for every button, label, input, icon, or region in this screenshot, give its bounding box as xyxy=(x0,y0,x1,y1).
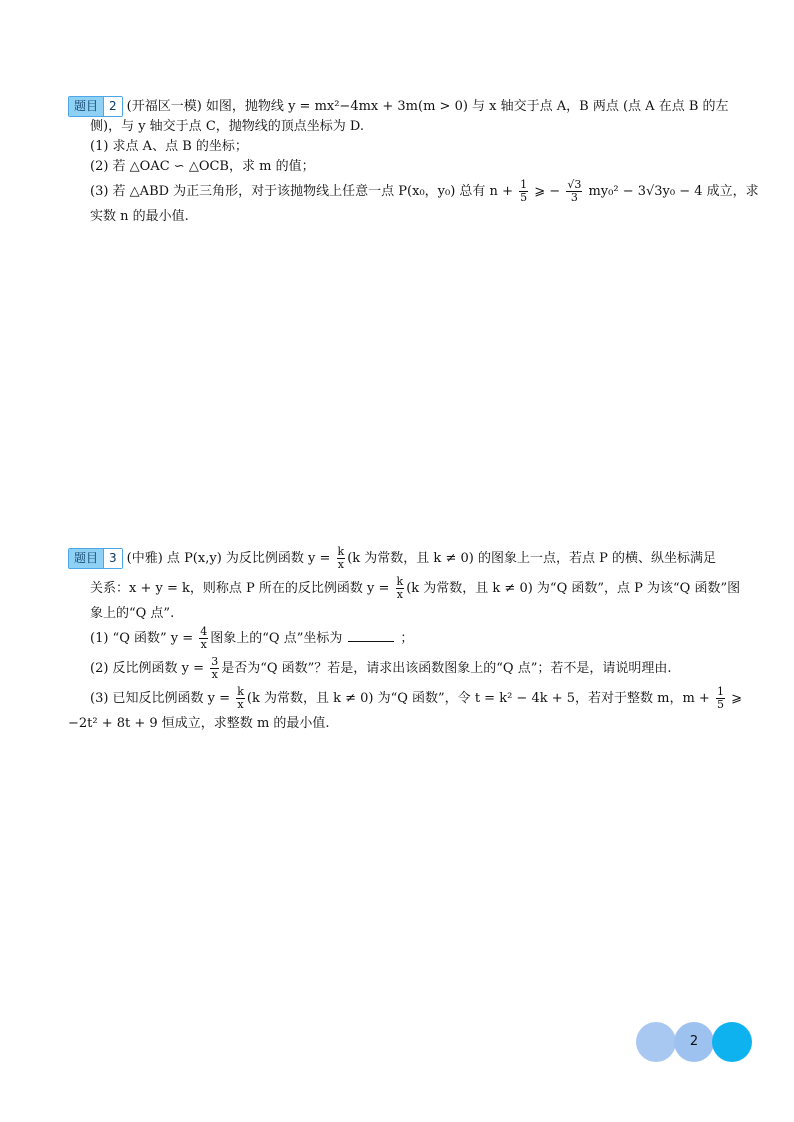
fraction-numerator: 1 xyxy=(716,685,724,698)
problem-3-q2 xyxy=(68,654,740,684)
problem-2-q3-line-2: 实数 n 的最小值. xyxy=(90,209,189,224)
problem-2-text: (开福区一模) 如图，抛物线 y = mx²−4mx + 3m(m > 0) 与 x 轴交于点 A，B 两点 (点 A 在点 B 的左 xyxy=(126,99,729,114)
line-text: ； xyxy=(400,631,414,646)
badge-circle-left xyxy=(636,1022,676,1062)
problem-2-q3 xyxy=(68,177,759,207)
line-text: (1) “Q 函数” y = xyxy=(90,631,194,646)
problem-3-q3 xyxy=(68,684,743,714)
fraction-numerator: 4 xyxy=(200,625,208,638)
fraction xyxy=(337,546,346,571)
fraction xyxy=(236,686,245,711)
fraction-denominator: x xyxy=(200,638,207,651)
problem-2 xyxy=(68,96,759,227)
problem-tag xyxy=(68,96,123,117)
page-number-badge xyxy=(636,1022,752,1062)
q3-text-start: (3) 若 △ABD 为正三角形，对于该抛物线上任意一点 P(x₀，y₀) 总有 n + xyxy=(90,184,513,199)
line-text: 关系：x + y = k，则称点 P 所在的反比例函数 y = xyxy=(90,581,390,596)
fraction-denominator: x xyxy=(337,558,344,571)
fraction-numerator: k xyxy=(237,685,244,698)
line-text: (k 为常数，且 k ≠ 0) 的图象上一点，若点 P 的横、纵坐标满足 xyxy=(347,551,716,566)
problem-3-q1 xyxy=(68,624,740,654)
page-number: 2 xyxy=(674,1022,714,1062)
line-text: (k 为常数，且 k ≠ 0) 为“Q 函数”，令 t = k² − 4k + 5，若对于整数 m，m + xyxy=(246,691,710,706)
problem-3-line-3: 象上的“Q 点”. xyxy=(90,606,175,621)
line-text: (3) 已知反比例函数 y = xyxy=(90,691,231,706)
fraction-numerator: √3 xyxy=(567,178,582,191)
badge-circle-right xyxy=(712,1022,752,1062)
fraction-denominator: 3 xyxy=(570,191,578,204)
fraction-denominator: x xyxy=(396,588,403,601)
fraction-numerator: 3 xyxy=(211,655,219,668)
line-text: (2) 反比例函数 y = xyxy=(90,661,205,676)
fraction-denominator: x xyxy=(237,698,244,711)
tag-number: 2 xyxy=(103,97,122,116)
answer-blank[interactable] xyxy=(348,629,394,642)
fraction xyxy=(396,576,405,601)
problem-2-q2: (2) 若 △OAC ∽ △OCB，求 m 的值； xyxy=(90,159,315,174)
problem-2-q1: (1) 求点 A、点 B 的坐标； xyxy=(90,139,248,154)
fraction-numerator: k xyxy=(337,545,345,558)
problem-2-line-1 xyxy=(68,96,740,117)
fraction xyxy=(519,179,528,204)
problem-3-line-1 xyxy=(68,544,740,574)
fraction xyxy=(199,626,208,651)
fraction-denominator: x xyxy=(211,668,218,681)
fraction-numerator: 1 xyxy=(520,178,528,191)
line-text: 是否为“Q 函数”？若是，请求出该函数图象上的“Q 点”；若不是，请说明理由. xyxy=(221,661,672,676)
fraction xyxy=(566,179,582,204)
tag-label: 题目 xyxy=(69,97,103,116)
fraction-denominator: 5 xyxy=(520,191,528,204)
fraction-denominator: 5 xyxy=(716,698,724,711)
q3-text-mid: ⩾ − xyxy=(534,184,561,199)
fraction xyxy=(716,686,725,711)
problem-3-q3-line-2: −2t² + 8t + 9 恒成立，求整数 m 的最小值. xyxy=(68,716,330,731)
fraction xyxy=(210,656,219,681)
line-text: (中雅) 点 P(x,y) 为反比例函数 y = xyxy=(126,551,331,566)
problem-3-line-2 xyxy=(68,574,740,604)
line-text: (k 为常数，且 k ≠ 0) 为“Q 函数”，点 P 为该“Q 函数”图 xyxy=(406,581,741,596)
line-text: ⩾ xyxy=(731,691,743,706)
problem-tag xyxy=(68,548,123,569)
tag-label: 题目 xyxy=(69,549,103,568)
q3-text-end: my₀² − 3√3y₀ − 4 成立，求 xyxy=(588,184,759,199)
problem-2-line-2: 侧)，与 y 轴交于点 C，抛物线的顶点坐标为 D. xyxy=(90,119,364,134)
fraction-numerator: k xyxy=(396,575,404,588)
problem-3 xyxy=(68,544,743,734)
tag-number: 3 xyxy=(103,549,122,568)
line-text: 图象上的“Q 点”坐标为 xyxy=(210,631,343,646)
